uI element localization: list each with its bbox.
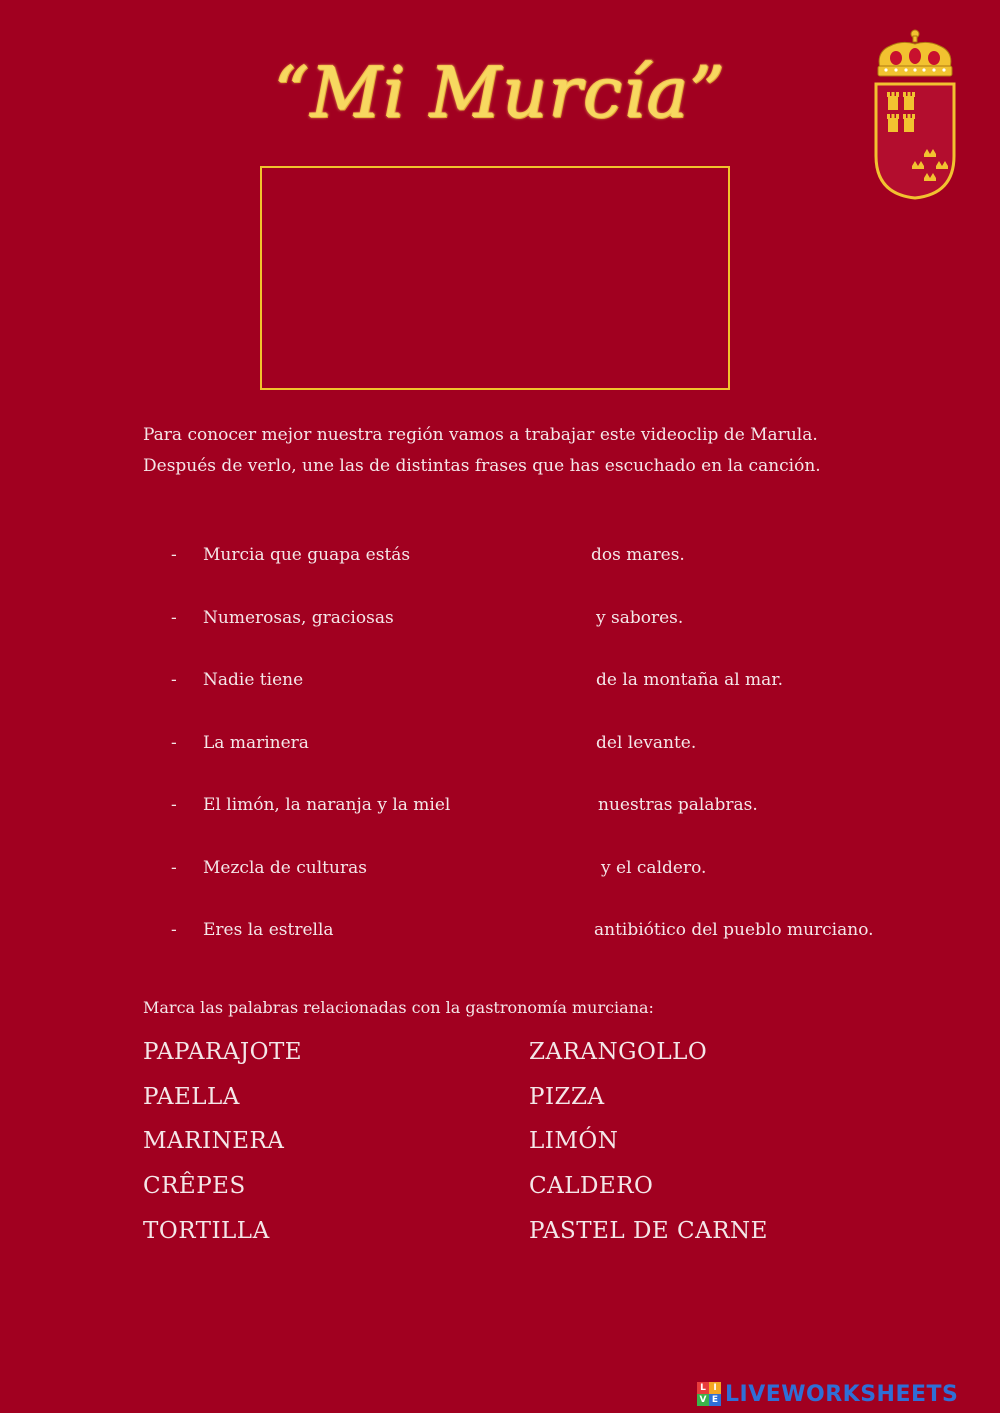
phrase-end[interactable]: y el caldero.	[601, 858, 707, 878]
matching-row	[0, 728, 1000, 758]
list-bullet: -	[171, 858, 177, 878]
logo-letter: L	[697, 1382, 709, 1394]
logo-letter: I	[709, 1382, 721, 1394]
phrase-end[interactable]: dos mares.	[591, 545, 685, 565]
phrase-end[interactable]: del levante.	[596, 733, 697, 753]
logo-letter: V	[697, 1394, 709, 1406]
list-bullet: -	[171, 795, 177, 815]
food-word-option[interactable]: CRÊPES	[143, 1173, 246, 1199]
logo-letter: E	[709, 1394, 721, 1406]
phrase-end[interactable]: antibiótico del pueblo murciano.	[594, 920, 874, 940]
food-word-option[interactable]: MARINERA	[143, 1128, 285, 1154]
liveworksheets-logo-icon	[697, 1382, 721, 1406]
liveworksheets-watermark[interactable]	[697, 1377, 958, 1411]
food-word-option[interactable]: PIZZA	[529, 1084, 605, 1110]
phrase-start[interactable]: Murcia que guapa estás	[203, 545, 411, 565]
list-bullet: -	[171, 733, 177, 753]
intro-text: Para conocer mejor nuestra región vamos a trabajar este videoclip de Marula. Después de verlo, une las de distintas frases que has escuchado en la canción.	[143, 425, 821, 476]
food-word-option[interactable]: ZARANGOLLO	[529, 1039, 708, 1065]
matching-row	[0, 853, 1000, 883]
list-bullet: -	[171, 920, 177, 940]
phrase-start[interactable]: El limón, la naranja y la miel	[203, 795, 451, 815]
page-title: “Mi Murcía”	[273, 52, 727, 134]
phrase-start[interactable]: Eres la estrella	[203, 920, 334, 940]
phrase-start[interactable]: Mezcla de culturas	[203, 858, 367, 878]
matching-row	[0, 665, 1000, 695]
food-word-option[interactable]: LIMÓN	[529, 1128, 619, 1154]
phrase-start[interactable]: La marinera	[203, 733, 309, 753]
phrase-end[interactable]: nuestras palabras.	[598, 795, 758, 815]
matching-row	[0, 603, 1000, 633]
food-word-option[interactable]: TORTILLA	[143, 1218, 270, 1244]
phrase-end[interactable]: y sabores.	[596, 608, 684, 628]
list-bullet: -	[171, 545, 177, 565]
list-bullet: -	[171, 670, 177, 690]
phrase-end[interactable]: de la montaña al mar.	[596, 670, 783, 690]
food-word-option[interactable]: PASTEL DE CARNE	[529, 1218, 768, 1244]
food-word-option[interactable]: CALDERO	[529, 1173, 654, 1199]
matching-row	[0, 540, 1000, 570]
matching-row	[0, 915, 1000, 945]
matching-row	[0, 790, 1000, 820]
video-placeholder[interactable]	[260, 166, 730, 390]
phrase-start[interactable]: Nadie tiene	[203, 670, 304, 690]
gastronomy-instruction: Marca las palabras relacionadas con la gastronomía murciana:	[143, 998, 654, 1017]
food-word-option[interactable]: PAPARAJOTE	[143, 1039, 303, 1065]
list-bullet: -	[171, 608, 177, 628]
food-word-option[interactable]: PAELLA	[143, 1084, 240, 1110]
watermark-text: LIVEWORKSHEETS	[725, 1381, 959, 1407]
phrase-start[interactable]: Numerosas, graciosas	[203, 608, 394, 628]
murcia-coat-of-arms-icon	[866, 26, 964, 204]
